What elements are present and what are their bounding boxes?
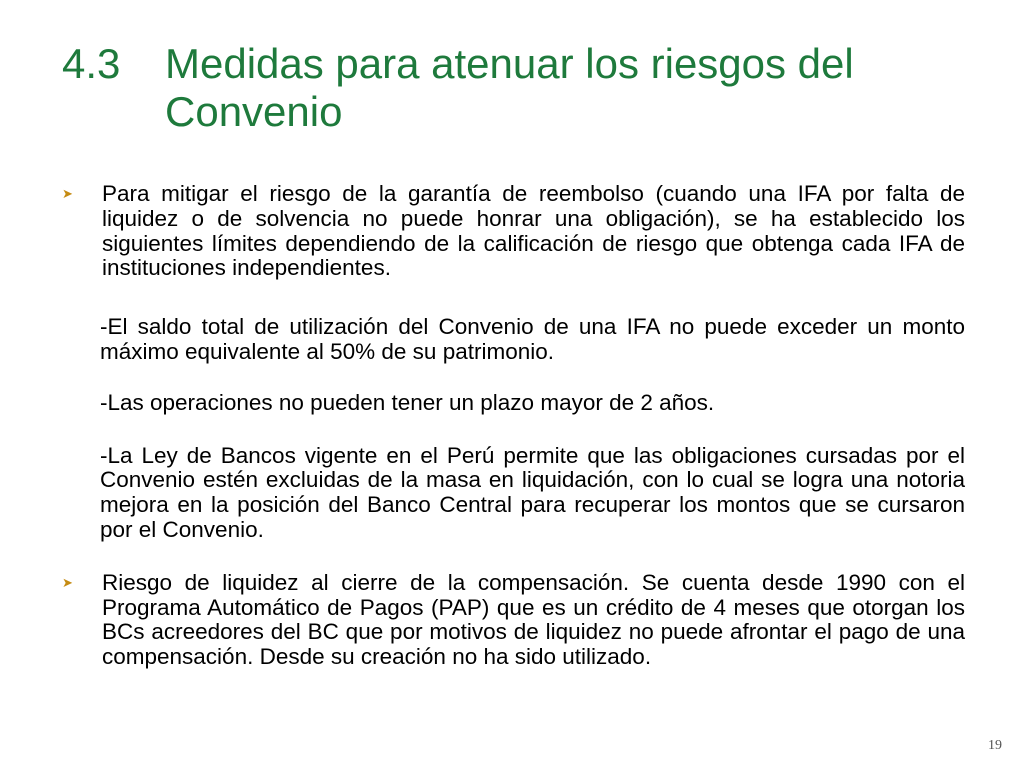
sub-item-3: -La Ley de Bancos vigente en el Perú permite que las obligaciones cursadas por el Convenio estén excluidas de la masa en liquidación, con lo cual se logra una notoria mejora en la posición del Banco Central para recuperar los montos que se cursaron por el Convenio. <box>100 442 965 542</box>
bullet-text-2: Riesgo de liquidez al cierre de la compensación. Se cuenta desde 1990 con el Programa Automático de Pagos (PAP) que es un crédito de 4 meses que otorgan los BCs acreedores del BC que por motivos de liquidez no puede afrontar el pago de una compensación. Desde su creación no ha sido utilizado. <box>102 569 965 670</box>
title-row-1 <box>62 40 982 88</box>
slide-title <box>62 40 982 136</box>
title-number: 4.3 <box>62 40 121 87</box>
sub-item-2: -Las operaciones no pueden tener un plazo mayor de 2 años. <box>100 389 715 415</box>
bullet-item-1 <box>60 182 965 281</box>
sub-item-1: -El saldo total de utilización del Convenio de una IFA no puede exceder un monto máximo equivalente al 50% de su patrimonio. <box>100 314 965 364</box>
slide-body <box>60 182 965 670</box>
arrow-bullet-icon: ➤ <box>62 186 73 201</box>
page-number: 19 <box>988 738 1002 753</box>
title-indent <box>62 88 165 136</box>
title-row-2 <box>62 88 982 136</box>
title-line-1: Medidas para atenuar los riesgos del <box>165 40 854 87</box>
bullet-item-2 <box>60 571 965 670</box>
bullet-text-1: Para mitigar el riesgo de la garantía de reembolso (cuando una IFA por falta de liquidez o de solvencia no puede honrar una obligación), se ha establecido los siguientes límites dependiendo de la calificación de riesgo que obtenga cada IFA de instituciones independientes. <box>102 181 965 281</box>
title-line-2: Convenio <box>165 88 343 135</box>
arrow-bullet-icon: ➤ <box>62 574 73 590</box>
